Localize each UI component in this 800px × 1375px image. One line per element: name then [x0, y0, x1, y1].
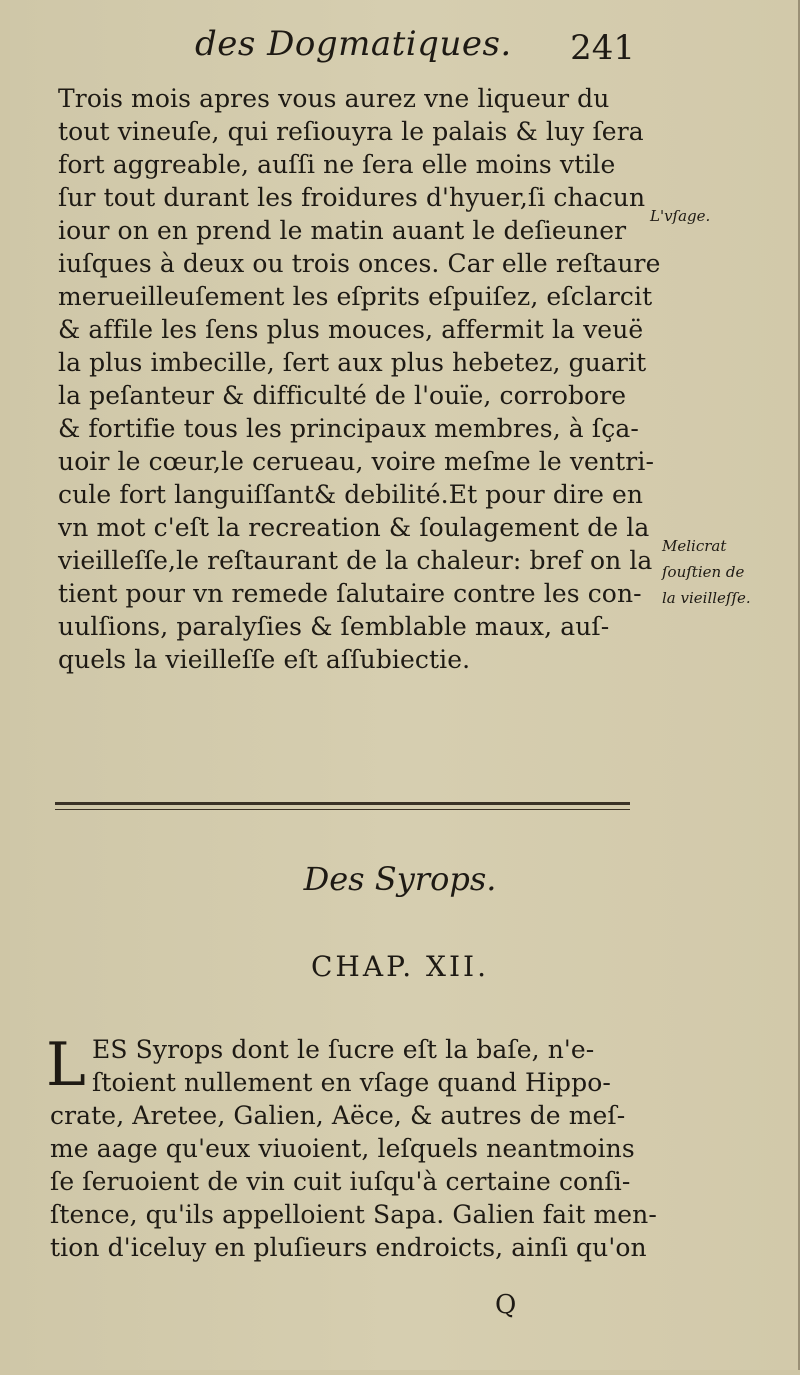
text-line: ES Syrops dont le ſucre eſt la baſe, n'e- [92, 1035, 595, 1064]
text-line: tout vineuſe, qui reſiouyra le palais & luy ſera [58, 117, 644, 146]
text-line: quels la vieilleſſe eſt aſſubiectie. [58, 645, 471, 674]
text-line: la peſanteur & difficulté de l'ouïe, corrobore [58, 381, 627, 410]
paragraph-2 [46, 1030, 657, 1264]
text-line: Trois mois apres vous aurez vne liqueur du [58, 84, 610, 113]
text-line: ſur tout durant les froidures d'hyuer,ſi chacun [58, 183, 646, 212]
running-title: des Dogmatiques. [195, 24, 512, 64]
catchword: Q [495, 1290, 517, 1320]
rule-thin [55, 809, 630, 810]
text-line: tion d'iceluy en pluſieurs endroicts, ainſi qu'on [50, 1233, 647, 1262]
ornamental-rule [55, 790, 630, 830]
text-line: vieilleſſe,le reſtaurant de la chaleur: bref on la [58, 546, 653, 575]
text-line: fort aggreable, auſſi ne ſera elle moins vtile [58, 150, 616, 179]
text-line: uulſions, paralyſies & ſemblable maux, auſ- [58, 612, 610, 641]
running-head [195, 20, 645, 70]
margin-note-usage: L'vſage. [650, 207, 711, 225]
text-line: & affile les ſens plus mouces, affermit la veuë [58, 315, 644, 344]
text-line: me aage qu'eux viuoient, leſquels neantmoins [50, 1134, 635, 1163]
text-line: cule fort languiſſant& debilité.Et pour dire en [58, 480, 644, 509]
margin-note-melicrat-3: la vieilleſſe. [662, 589, 751, 607]
page-number: 241 [570, 28, 635, 68]
section-title: Des Syrops. [303, 860, 497, 898]
text-line: iuſques à deux ou trois onces. Car elle reſtaure [58, 249, 661, 278]
text-line: tient pour vn remede ſalutaire contre les con- [58, 579, 642, 608]
text-line: la plus imbecille, ſert aux plus hebetez, guarit [58, 348, 647, 377]
text-line: ſtoient nullement en vſage quand Hippo- [92, 1068, 611, 1097]
rule-thick [55, 802, 630, 805]
text-line: merueilleuſement les eſprits eſpuiſez, eſclarcit [58, 282, 653, 311]
margin-note-melicrat-2: ſouſtien de [662, 563, 745, 581]
chapter-heading: CHAP. XII. [311, 950, 489, 983]
text-line: iour on en prend le matin auant le deſieuner [58, 216, 627, 245]
text-line: & fortifie tous les principaux membres, à ſça- [58, 414, 639, 443]
text-line: vn mot c'eſt la recreation & ſoulagement de la [58, 513, 650, 542]
drop-cap: L [46, 1030, 86, 1100]
margin-note-melicrat-1: Melicrat [662, 537, 727, 555]
text-line: uoir le cœur,le cerueau, voire meſme le ventri- [58, 447, 654, 476]
text-line: ſe ſeruoient de vin cuit iuſqu'à certaine conſi- [50, 1167, 631, 1196]
text-line: ſtence, qu'ils appelloient Sapa. Galien fait men- [50, 1200, 657, 1229]
paragraph-1 [58, 82, 661, 676]
text-line: crate, Aretee, Galien, Aëce, & autres de meſ- [50, 1101, 626, 1130]
